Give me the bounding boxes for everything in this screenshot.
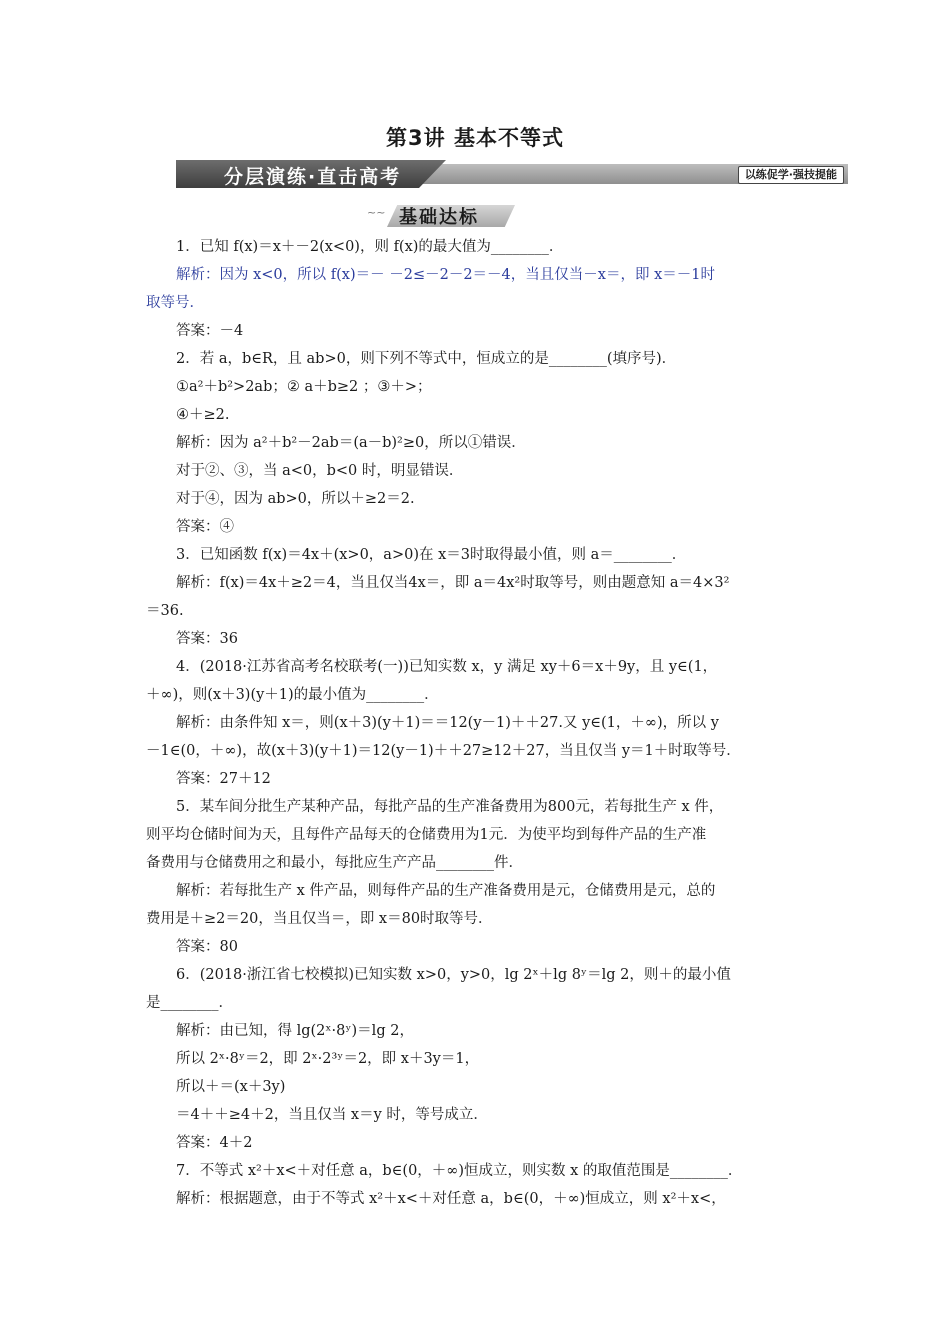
banner-title: 分层演练·直击高考: [224, 166, 402, 188]
text-line: 5．某车间分批生产某种产品，每批产品的生产准备费用为800元，若每批生产 x 件，: [176, 799, 724, 815]
text-line: 取等号．: [146, 295, 204, 311]
text-line: 对于④，因为 ab>0，所以＋≥2＝2.: [176, 491, 415, 507]
text-line: 4．(2018·江苏省高考名校联考(一))已知实数 x，y 满足 xy＋6＝x＋9y，且 y∈(1，: [176, 659, 718, 675]
text-line: ①a²＋b²>2ab；② a＋b≥2 ；③＋>；: [176, 379, 432, 395]
text-line: 备费用与仓储费用之和最小，每批应生产产品________件．: [146, 855, 523, 871]
text-line: 解析：若每批生产 x 件产品，则每件产品的生产准备费用是元，仓储费用是元，总的: [176, 883, 716, 899]
section-banner: [176, 160, 848, 188]
section-heading-text: 基础达标: [399, 207, 479, 228]
section-heading: [365, 202, 525, 228]
text-line: 则平均仓储时间为天，且每件产品每天的仓储费用为1元．为使平均到每件产品的生产准: [146, 827, 707, 843]
text-line: －1∈(0，＋∞)，故(x＋3)(y＋1)＝12(y－1)＋＋27≥12＋27，当且仅当 y＝1＋时取等号．: [146, 743, 741, 759]
text-line: 解析：因为 x<0，所以 f(x)＝－ －2≤－2－2＝－4，当且仅当－x＝，即 x＝－1时: [176, 267, 715, 283]
text-line: 答案：－4: [176, 323, 244, 339]
text-line: ＋∞)，则(x＋3)(y＋1)的最小值为________．: [146, 687, 439, 703]
text-line: 答案：27＋12: [176, 771, 271, 787]
text-line: 费用是＋≥2＝20，当且仅当＝，即 x＝80时取等号．: [146, 911, 493, 927]
page-title: 第3讲 基本不等式: [386, 126, 564, 150]
text-line: 2．若 a，b∈R，且 ab>0，则下列不等式中，恒成立的是________(填序号)．: [176, 351, 677, 367]
document-body: [146, 233, 810, 1213]
banner-tag: 以练促学·强技提能: [738, 166, 844, 184]
text-line: 解析：因为 a²＋b²－2ab＝(a－b)²≥0，所以①错误．: [176, 435, 526, 451]
text-line: 6．(2018·浙江省七校模拟)已知实数 x>0，y>0，lg 2ˣ＋lg 8ʸ＝lg 2，则＋的最小值: [176, 967, 731, 983]
text-line: 对于②、③，当 a<0，b<0 时，明显错误．: [176, 463, 464, 479]
text-line: 3．已知函数 f(x)＝4x＋(x>0，a>0)在 x＝3时取得最小值，则 a＝________．: [176, 547, 687, 563]
text-line: 答案：80: [176, 939, 238, 955]
text-line: 所以 2ˣ·8ʸ＝2，即 2ˣ·2³ʸ＝2，即 x＋3y＝1，: [176, 1051, 480, 1067]
text-line: 解析：f(x)＝4x＋≥2＝4，当且仅当4x＝，即 a＝4x²时取等号，则由题意知 a＝4×3²: [176, 575, 730, 591]
text-line: 1．已知 f(x)＝x＋－2(x<0)，则 f(x)的最大值为________．: [176, 239, 564, 255]
text-line: 解析：由已知，得 lg(2ˣ·8ʸ)＝lg 2，: [176, 1023, 414, 1039]
text-line: 答案：4＋2: [176, 1135, 253, 1151]
text-line: 7．不等式 x²＋x<＋对任意 a，b∈(0，＋∞)恒成立，则实数 x 的取值范围是________．: [176, 1163, 743, 1179]
text-line: 答案：36: [176, 631, 238, 647]
text-line: ＝4＋＋≥4＋2，当且仅当 x＝y 时，等号成立．: [176, 1107, 488, 1123]
text-line: 解析：根据题意，由于不等式 x²＋x<＋对任意 a，b∈(0，＋∞)恒成立，则 x²＋x<，: [176, 1191, 726, 1207]
section-deco-mark: ~~: [367, 206, 386, 219]
text-line: 解析：由条件知 x＝，则(x＋3)(y＋1)＝＝12(y－1)＋＋27.又 y∈(1，＋∞)，所以 y: [176, 715, 719, 731]
text-line: 是________．: [146, 995, 233, 1011]
text-line: ＝36.: [146, 603, 184, 619]
text-line: 所以＋＝(x＋3y): [176, 1079, 286, 1095]
text-line: 答案：④: [176, 519, 234, 535]
text-line: ④＋≥2.: [176, 407, 230, 423]
